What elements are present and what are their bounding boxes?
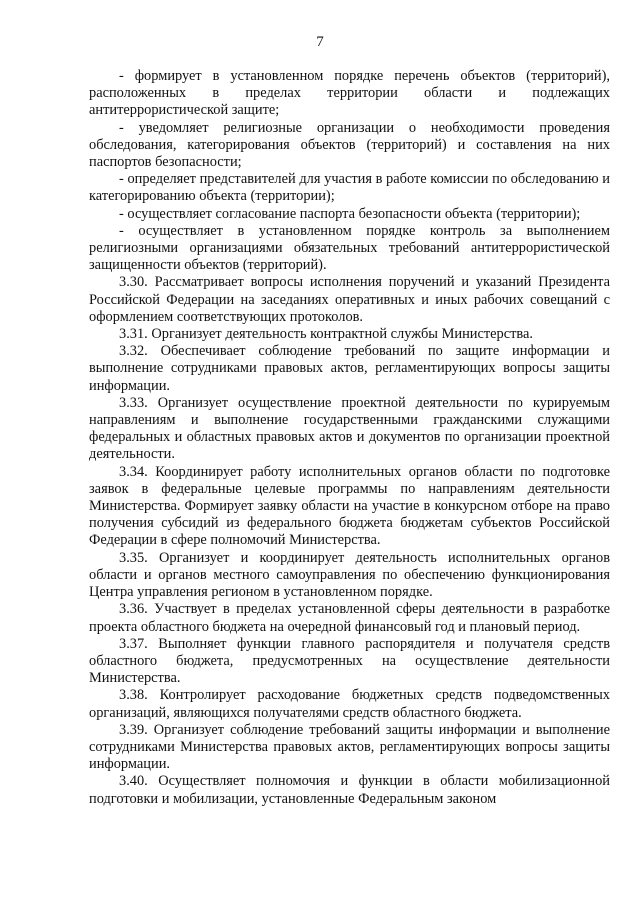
paragraph-3-38: 3.38. Контролирует расходование бюджетных средств подведомственных организаций, являющихся получателями средств областного бюджета. <box>89 687 610 721</box>
paragraph-3-35: 3.35. Организует и координирует деятельность исполнительных органов области и органов местного самоуправления по обеспечению функционирования Центра управления регионом в установленном порядке. <box>89 549 610 601</box>
paragraph-list-item: - осуществляет в установленном порядке контроль за выполнением религиозными организациями обязательных требований антитеррористической защищенности объектов (территорий). <box>89 222 610 274</box>
paragraph-3-30: 3.30. Рассматривает вопросы исполнения поручений и указаний Президента Российской Федерации на заседаниях оперативных и иных рабочих совещаний с оформлением соответствующих протоколов. <box>89 274 610 325</box>
document-body <box>89 68 610 808</box>
paragraph-3-31: 3.31. Организует деятельность контрактной службы Министерства. <box>119 326 533 343</box>
paragraph-3-36: 3.36. Участвует в пределах установленной сферы деятельности в разработке проекта областного бюджета на очередной финансовый год и плановый период. <box>89 601 610 635</box>
paragraph-3-33: 3.33. Организует осуществление проектной деятельности по курируемым направлениям и выполнение государственными гражданскими служащими федеральных и областных правовых актов и документов по организации проектной деятельности. <box>89 394 610 463</box>
paragraph-3-40: 3.40. Осуществляет полномочия и функции в области мобилизационной подготовки и мобилизации, установленные Федеральным законом <box>89 773 610 807</box>
paragraph-list-item: - осуществляет согласование паспорта безопасности объекта (территории); <box>119 205 581 222</box>
page-number: 7 <box>316 34 324 50</box>
paragraph-3-32: 3.32. Обеспечивает соблюдение требований по защите информации и выполнение сотрудниками правовых актов, регламентирующих вопросы защиты информации. <box>89 343 610 394</box>
paragraph-list-item: - определяет представителей для участия в работе комиссии по обследованию и категорированию объекта (территории); <box>89 171 610 205</box>
paragraph-3-34: 3.34. Координирует работу исполнительных органов области по подготовке заявок в федеральные целевые программы по направлениям деятельности Министерства. Формирует заявку области на участие в конкурсном отборе на право получения субсидий из федерального бюджета бюджетам субъектов Российской Федерации в сфере полномочий Министерства. <box>89 463 610 549</box>
paragraph-3-39: 3.39. Организует соблюдение требований защиты информации и выполнение сотрудниками Министерства правовых актов, регламентирующих вопросы защиты информации. <box>89 721 610 773</box>
paragraph-list-item: - уведомляет религиозные организации о необходимости проведения обследования, категорирования объектов (территорий) и составления на них паспортов безопасности; <box>89 119 610 171</box>
paragraph-list-item: - формирует в установленном порядке перечень объектов (территорий), расположенных в пределах территории области и подлежащих антитеррористической защите; <box>89 68 610 119</box>
paragraph-3-37: 3.37. Выполняет функции главного распорядителя и получателя средств областного бюджета, предусмотренных на осуществление деятельности Министерства. <box>89 635 610 687</box>
